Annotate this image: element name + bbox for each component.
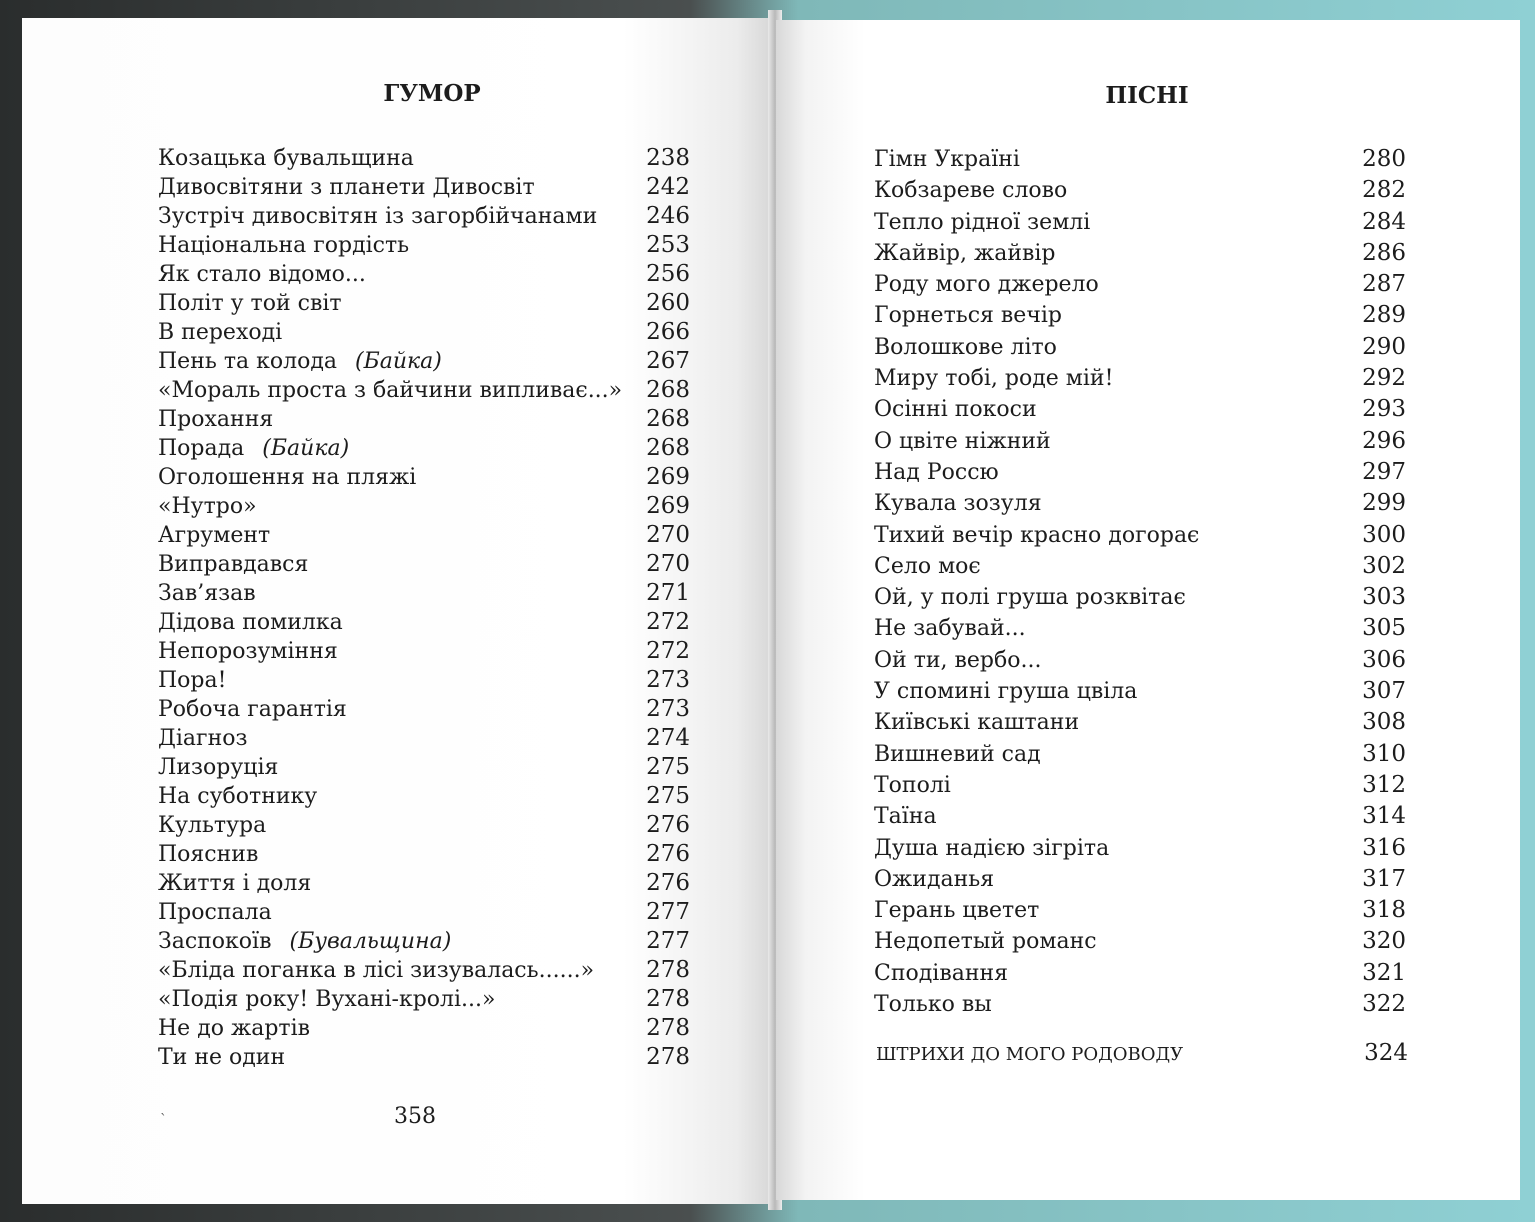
toc-entry-label: [874, 238, 1056, 269]
toc-entry: [158, 579, 690, 608]
toc-entry-label: [874, 332, 1057, 363]
toc-entry-title: Зустріч дивосвітян із загорбійчанами: [158, 204, 598, 229]
toc-entry: [874, 363, 1406, 394]
toc-entry-title: О цвіте ніжний: [874, 428, 1051, 454]
toc-entry-label: [158, 927, 451, 956]
toc-entry-label: [158, 695, 347, 724]
toc-entry-page: 289: [1362, 302, 1406, 329]
toc-entry-page: 322: [1362, 991, 1406, 1018]
toc-entry-page: 321: [1362, 959, 1406, 986]
toc-entry: [158, 550, 690, 579]
toc-entry-label: [874, 363, 1113, 394]
toc-entry-page: 276: [646, 870, 690, 896]
left-page: [22, 18, 774, 1204]
toc-entry-title: Герань цветет: [874, 898, 1040, 924]
toc-entry: [874, 269, 1406, 300]
toc-entry-title: Пояснив: [158, 842, 259, 867]
toc-entry-label: [874, 175, 1067, 206]
toc-entry: [874, 175, 1406, 206]
toc-entry-title: Не забувай...: [874, 616, 1026, 642]
toc-entry-title: Сподівання: [874, 960, 1009, 986]
toc-entry-title: Ожиданья: [874, 866, 995, 892]
toc-entry-page: 268: [646, 377, 690, 403]
toc-entry: [874, 520, 1406, 551]
toc-entry-page: 246: [646, 203, 690, 229]
toc-entry: [874, 207, 1406, 238]
toc-entry-title: Не до жартів: [158, 1016, 311, 1041]
toc-entry-title: Пень та колода: [158, 349, 337, 374]
toc-entry-title: Таїна: [874, 804, 937, 830]
toc-entry-page: 268: [646, 435, 690, 461]
toc-entry: [874, 582, 1406, 613]
toc-entry-label: [158, 550, 308, 579]
toc-entry-title: Прохання: [158, 407, 274, 432]
toc-entry: [158, 376, 690, 405]
toc-entry-note: (Бувальщина): [289, 929, 452, 954]
footer-mark: `: [160, 1112, 167, 1128]
toc-entry-page: 273: [646, 667, 690, 693]
toc-entry-title: «Нутро»: [158, 494, 257, 519]
toc-entry: [158, 608, 690, 637]
toc-entry-title: Як стало відомо...: [158, 262, 366, 287]
toc-entry-page: 320: [1362, 928, 1406, 955]
toc-entry-title: Осінні покоси: [874, 397, 1037, 423]
toc-entry: [874, 864, 1406, 895]
toc-entry-page: 242: [646, 174, 690, 200]
toc-entry-title: Національна гордість: [158, 233, 410, 258]
toc-entry-label: [874, 864, 994, 895]
toc-entry-label: [158, 956, 594, 985]
toc-entry-page: 277: [646, 899, 690, 925]
toc-entry: [874, 144, 1406, 175]
toc-entry-title: Політ у той світ: [158, 291, 342, 316]
toc-entry-title: Непорозуміння: [158, 639, 338, 664]
toc-entry-page: 266: [646, 319, 690, 345]
toc-entry: [874, 833, 1406, 864]
toc-entry-title: Проспала: [158, 900, 272, 925]
toc-entry-title: Горнеться вечір: [874, 303, 1062, 329]
toc-entry: [158, 869, 690, 898]
toc-entry: [158, 289, 690, 318]
toc-entry-title: Ой ти, вербо...: [874, 647, 1042, 673]
toc-entry-label: [874, 488, 1042, 519]
toc-entry-label: [874, 207, 1090, 238]
toc-entry-page: 278: [646, 1044, 690, 1070]
toc-entry-label: [158, 840, 258, 869]
toc-entry-title: Кувала зозуля: [874, 491, 1042, 517]
section-title-humor: ГУМОР: [383, 80, 481, 107]
toc-entry-title: Виправдався: [158, 552, 309, 577]
toc-entry: [158, 1043, 690, 1072]
toc-entry: [874, 613, 1406, 644]
toc-entry: [158, 666, 690, 695]
toc-entry-page: 292: [1362, 365, 1406, 392]
toc-entry-title: Жайвір, жайвір: [874, 240, 1056, 266]
toc-entry-label: [874, 926, 1097, 957]
toc-entry-page: 317: [1362, 865, 1406, 892]
toc-entry-page: 306: [1362, 646, 1406, 673]
toc-entry-label: [158, 376, 622, 405]
toc-entry: [874, 739, 1406, 770]
toc-entry-page: 287: [1362, 271, 1406, 298]
toc-entry-title: Дідова помилка: [158, 610, 343, 635]
toc-entry-title: Дивосвітяни з планети Дивосвіт: [158, 175, 535, 200]
toc-entry: [874, 958, 1406, 989]
toc-entry-page: 267: [646, 348, 690, 374]
toc-entry-title: Заспокоїв: [158, 929, 272, 954]
toc-entry-title: Робоча гарантія: [158, 697, 347, 722]
toc-entry: [158, 753, 690, 782]
toc-entry-title: Агрумент: [158, 523, 271, 548]
toc-entry-page: 277: [646, 928, 690, 954]
toc-entry-label: [158, 347, 442, 376]
toc-entry-label: [158, 144, 414, 173]
toc-entry: [158, 405, 690, 434]
toc-entry: [158, 927, 690, 956]
toc-entry-label: [874, 801, 937, 832]
toc-entry: [158, 898, 690, 927]
toc-entry-page: 300: [1362, 521, 1406, 548]
toc-entry-label: [158, 405, 273, 434]
toc-entry-label: [158, 579, 256, 608]
toc-entry-title: Ти не один: [158, 1045, 286, 1070]
toc-entry-title: Вишневий сад: [874, 741, 1041, 767]
toc-entry-label: [158, 260, 366, 289]
toc-entry-label: [874, 457, 999, 488]
toc-entry-title: Ой, у полі груша розквітає: [874, 585, 1186, 611]
toc-entry-label: [158, 463, 416, 492]
toc-entry-page: 268: [646, 406, 690, 432]
toc-entry: [158, 782, 690, 811]
toc-entry-label: [874, 739, 1041, 770]
toc-entry-title: «Бліда поганка в лісі зизувалась......»: [158, 958, 595, 983]
toc-entry-page: 270: [646, 522, 690, 548]
toc-entry-label: [158, 869, 311, 898]
toc-entry-page: 270: [646, 551, 690, 577]
toc-entry-page: 278: [646, 1015, 690, 1041]
toc-entry-page: 278: [646, 986, 690, 1012]
toc-entry-label: [158, 666, 226, 695]
toc-entry-title: Над Россю: [874, 459, 999, 485]
toc-entry-page: 274: [646, 725, 690, 751]
toc-entry-note: (Байка): [355, 349, 442, 374]
toc-entry-page: 253: [646, 232, 690, 258]
toc-entry: [158, 231, 690, 260]
toc-entry-label: [158, 231, 409, 260]
toc-entry-title: Козацька бувальщина: [158, 146, 414, 171]
toc-entry-label: [874, 895, 1039, 926]
toc-entry-label: [158, 492, 257, 521]
toc-entry-title: Київські каштани: [874, 710, 1080, 736]
toc-entry-label: [874, 520, 1199, 551]
toc-entry: [874, 300, 1406, 331]
toc-entry-page: 307: [1362, 678, 1406, 705]
toc-entry-title: На суботнику: [158, 784, 318, 809]
toc-entry-title: Оголошення на пляжі: [158, 465, 417, 490]
toc-entry-page: 302: [1362, 552, 1406, 579]
toc-entry-title: Пора!: [158, 668, 227, 693]
toc-entry-title: Роду мого джерело: [874, 272, 1099, 298]
toc-entry-label: [158, 637, 338, 666]
toc-entry-page: 310: [1362, 740, 1406, 767]
toc-entry-title: Волошкове літо: [874, 334, 1057, 360]
toc-entry-page: 312: [1362, 771, 1406, 798]
toc-entry-page: 296: [1362, 427, 1406, 454]
toc-entry: [158, 347, 690, 376]
toc-entry-label: [158, 985, 496, 1014]
toc-entry-label: [874, 833, 1109, 864]
toc-entry-page: 269: [646, 493, 690, 519]
toc-entry-label: [874, 958, 1008, 989]
toc-entry-page: 293: [1362, 396, 1406, 423]
toc-entry-page: 273: [646, 696, 690, 722]
humor-contents-list: [158, 144, 690, 1072]
toc-entry-label: [158, 608, 343, 637]
extra-section-page: 324: [1364, 1040, 1408, 1066]
toc-entry-page: 280: [1362, 146, 1406, 172]
toc-entry-page: 318: [1362, 897, 1406, 924]
toc-entry-label: [158, 434, 349, 463]
toc-entry: [158, 956, 690, 985]
toc-entry-page: 290: [1362, 333, 1406, 360]
toc-entry-page: 276: [646, 841, 690, 867]
toc-entry-note: (Байка): [262, 436, 350, 461]
toc-entry: [874, 394, 1406, 425]
toc-entry-label: [158, 898, 272, 927]
toc-entry-page: 305: [1362, 615, 1406, 642]
toc-entry-title: В переході: [158, 320, 283, 345]
toc-entry: [874, 426, 1406, 457]
toc-entry-label: [874, 770, 951, 801]
toc-entry: [158, 492, 690, 521]
toc-entry-label: [158, 173, 535, 202]
toc-entry-label: [874, 144, 1020, 175]
toc-entry: [874, 676, 1406, 707]
toc-entry-title: Тополі: [874, 772, 951, 798]
toc-entry: [158, 695, 690, 724]
toc-entry-page: 271: [646, 580, 690, 606]
toc-entry-page: 314: [1362, 803, 1406, 830]
toc-entry-title: Тепло рідної землі: [874, 209, 1091, 235]
toc-entry: [874, 551, 1406, 582]
toc-entry: [874, 926, 1406, 957]
toc-entry-page: 276: [646, 812, 690, 838]
toc-entry-title: Миру тобі, роде мій!: [874, 366, 1114, 392]
toc-entry-label: [158, 753, 278, 782]
toc-entry-label: [874, 645, 1041, 676]
right-page: [776, 20, 1520, 1200]
toc-entry: [158, 521, 690, 550]
toc-entry: [158, 811, 690, 840]
toc-entry-page: 299: [1362, 490, 1406, 517]
toc-entry-label: [874, 676, 1137, 707]
toc-entry-page: 282: [1362, 177, 1406, 204]
extra-section-title: ШТРИХИ ДО МОГО РОДОВОДУ: [876, 1044, 1184, 1065]
toc-entry-title: Недопетый романс: [874, 929, 1097, 955]
toc-entry: [874, 895, 1406, 926]
toc-entry-label: [158, 521, 270, 550]
toc-entry-title: Лизоруція: [158, 755, 279, 780]
toc-entry-label: [874, 707, 1079, 738]
toc-entry-title: Только вы: [874, 992, 992, 1018]
toc-entry-page: 275: [646, 754, 690, 780]
toc-entry: [158, 173, 690, 202]
toc-entry-label: [874, 300, 1062, 331]
toc-entry-label: [874, 394, 1037, 425]
toc-entry: [158, 840, 690, 869]
toc-entry-page: 286: [1362, 239, 1406, 266]
toc-entry: [874, 770, 1406, 801]
toc-entry: [874, 707, 1406, 738]
toc-entry: [158, 260, 690, 289]
toc-entry-page: 308: [1362, 709, 1406, 736]
toc-entry-label: [874, 551, 981, 582]
page-number: 358: [394, 1104, 436, 1129]
toc-entry: [158, 463, 690, 492]
toc-entry: [874, 457, 1406, 488]
toc-entry-label: [874, 426, 1051, 457]
toc-entry-label: [874, 613, 1026, 644]
section-title-songs: ПІСНІ: [1105, 82, 1189, 109]
toc-entry: [874, 989, 1406, 1020]
toc-entry-label: [874, 269, 1099, 300]
toc-entry-title: Культура: [158, 813, 267, 838]
toc-entry-title: Гімн Україні: [874, 147, 1020, 172]
toc-entry: [158, 202, 690, 231]
toc-entry-label: [158, 811, 266, 840]
toc-entry-title: Тихий вечір красно догорає: [874, 522, 1200, 548]
toc-entry-page: 256: [646, 261, 690, 287]
toc-entry: [874, 801, 1406, 832]
toc-entry-label: [158, 318, 282, 347]
toc-entry-label: [874, 989, 992, 1020]
toc-entry-title: «Подія року! Вухані-кролі...»: [158, 987, 496, 1012]
toc-entry-page: 260: [646, 290, 690, 316]
songs-contents-list: [874, 144, 1406, 1020]
toc-entry-label: [874, 582, 1186, 613]
toc-entry-label: [158, 202, 597, 231]
toc-entry-title: Діагноз: [158, 726, 248, 751]
toc-entry: [158, 985, 690, 1014]
toc-entry-page: 275: [646, 783, 690, 809]
toc-entry: [874, 332, 1406, 363]
toc-entry: [874, 645, 1406, 676]
toc-entry-page: 278: [646, 957, 690, 983]
toc-entry-label: [158, 724, 247, 753]
toc-entry-page: 272: [646, 609, 690, 635]
toc-entry: [158, 318, 690, 347]
extra-section-entry: [876, 1040, 1408, 1066]
toc-entry-page: 316: [1362, 834, 1406, 861]
toc-entry-page: 269: [646, 464, 690, 490]
toc-entry: [158, 724, 690, 753]
toc-entry: [874, 238, 1406, 269]
toc-entry-title: «Мораль проста з байчини випливає...»: [158, 378, 623, 403]
toc-entry-title: Село моє: [874, 553, 981, 579]
toc-entry: [158, 1014, 690, 1043]
toc-entry-label: [158, 1043, 285, 1072]
toc-entry-title: У спомині груша цвіла: [874, 679, 1138, 705]
toc-entry-page: 284: [1362, 208, 1406, 235]
toc-entry-label: [158, 1014, 310, 1043]
toc-entry: [158, 637, 690, 666]
toc-entry-label: [158, 289, 342, 318]
toc-entry: [874, 488, 1406, 519]
toc-entry-title: Кобзареве слово: [874, 178, 1068, 204]
toc-entry-title: Порада: [158, 436, 245, 461]
toc-entry-label: [158, 782, 317, 811]
toc-entry-title: Зав’язав: [158, 581, 256, 606]
toc-entry-title: Душа надією зігріта: [874, 835, 1110, 861]
toc-entry-page: 272: [646, 638, 690, 664]
toc-entry: [158, 434, 690, 463]
toc-entry-page: 303: [1362, 584, 1406, 611]
toc-entry-page: 297: [1362, 458, 1406, 485]
toc-entry-title: Життя і доля: [158, 871, 312, 896]
toc-entry-page: 238: [646, 145, 690, 171]
toc-entry: [158, 144, 690, 173]
